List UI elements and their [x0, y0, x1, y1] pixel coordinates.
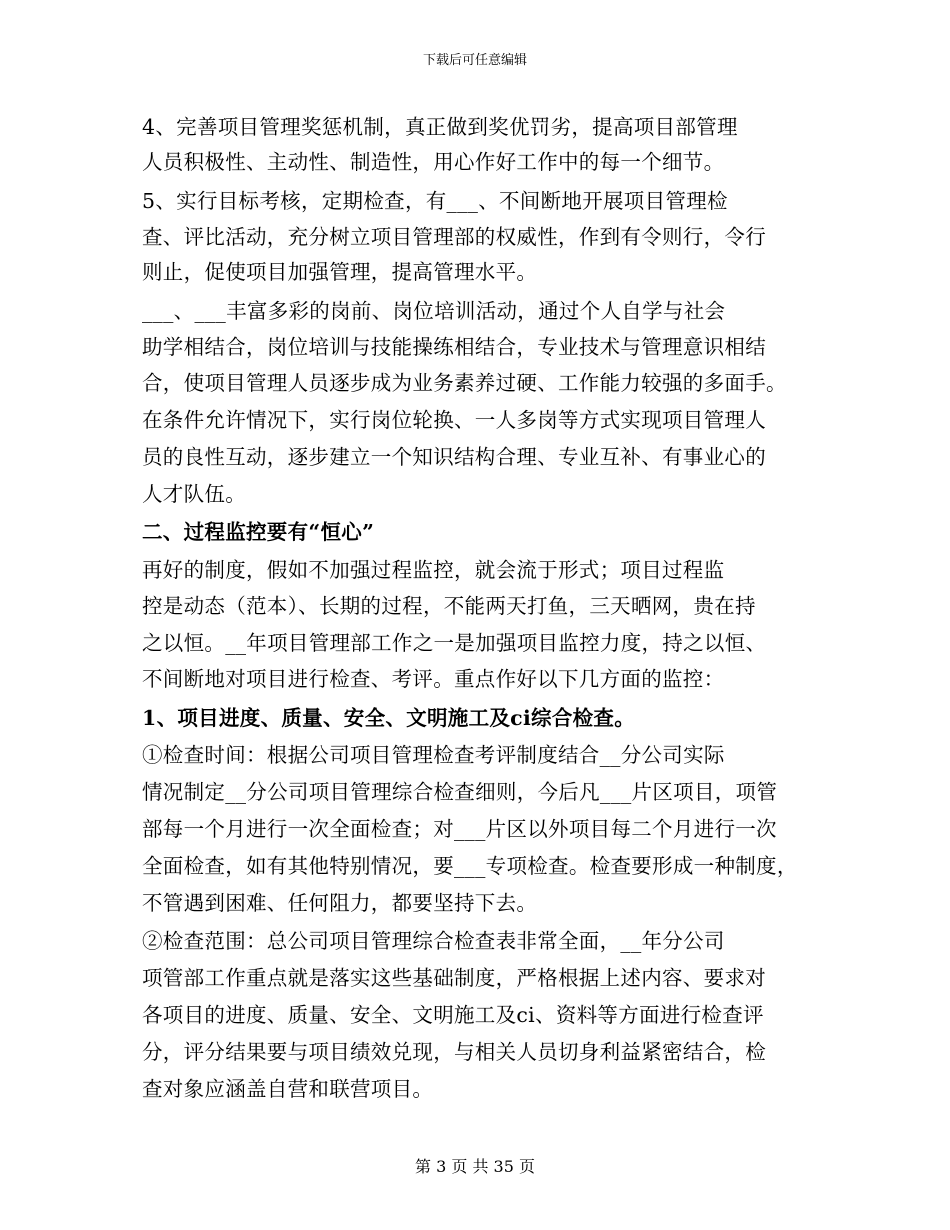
- paragraph-line: 不管遇到困难、任何阻力，都要坚持下去。: [142, 891, 538, 915]
- paragraph-line: 全面检查，如有其他特别情况，要___专项检查。检查要形成一种制度，: [142, 854, 798, 878]
- subsection-heading: 1、项目进度、质量、安全、文明施工及ci综合检查。: [142, 706, 636, 730]
- paragraph-line: 合，使项目管理人员逐步成为业务素养过硬、工作能力较强的多面手。: [142, 371, 787, 395]
- page-header: 下载后可任意编辑: [422, 53, 527, 68]
- paragraph-line: 各项目的进度、质量、安全、文明施工及ci、资料等方面进行检查评: [142, 1003, 764, 1027]
- paragraph-line: 查对象应涵盖自营和联营项目。: [142, 1077, 434, 1101]
- section-heading: 二、过程监控要有“恒心”: [142, 520, 375, 544]
- paragraph-line: 控是动态（范本）、长期的过程，不能两天打鱼，三天晒网，贵在持: [142, 594, 756, 618]
- paragraph-line: ②检查范围：总公司项目管理综合检查表非常全面，__年分公司: [142, 929, 725, 953]
- paragraph-line: 项管部工作重点就是落实这些基础制度，严格根据上述内容、要求对: [142, 966, 766, 990]
- paragraph-line: 查、评比活动，充分树立项目管理部的权威性，作到有令则行，令行: [142, 225, 766, 249]
- paragraph-line: ___、___丰富多彩的岗前、岗位培训活动，通过个人自学与社会: [142, 299, 726, 323]
- paragraph-line: 人员积极性、主动性、制造性，用心作好工作中的每一个细节。: [142, 150, 725, 174]
- paragraph-line: 在条件允许情况下，实行岗位轮换、一人多岗等方式实现项目管理人: [142, 408, 766, 432]
- paragraph-line: 则止，促使项目加强管理，提高管理水平。: [142, 260, 538, 284]
- paragraph-line: 员的良性互动，逐步建立一个知识结构合理、专业互补、有事业心的: [142, 445, 766, 469]
- paragraph-line: 分，评分结果要与项目绩效兑现，与相关人员切身利益紧密结合，检: [142, 1040, 766, 1064]
- paragraph-line: ①检查时间：根据公司项目管理检查考评制度结合__分公司实际: [142, 743, 725, 767]
- paragraph-line: 情况制定__分公司项目管理综合检查细则，今后凡___片区项目，项管: [142, 780, 778, 804]
- paragraph-line: 之以恒。__年项目管理部工作之一是加强项目监控力度，持之以恒、: [142, 631, 767, 655]
- paragraph-line: 部每一个月进行一次全面检查；对___片区以外项目每二个月进行一次: [142, 817, 777, 841]
- paragraph-line: 再好的制度，假如不加强过程监控，就会流于形式；项目过程监: [142, 558, 725, 582]
- page-footer: 第 3 页 共 35 页: [415, 1157, 535, 1176]
- paragraph-line: 助学相结合，岗位培训与技能操练相结合，专业技术与管理意识相结: [142, 335, 766, 359]
- paragraph-line: 5、实行目标考核，定期检查，有___、不间断地开展项目管理检: [142, 189, 728, 213]
- paragraph-line: 人才队伍。: [142, 482, 246, 506]
- paragraph-line: 4、完善项目管理奖惩机制，真正做到奖优罚劣，提高项目部管理: [142, 115, 738, 139]
- paragraph-line: 不间断地对项目进行检查、考评。重点作好以下几方面的监控：: [142, 667, 725, 691]
